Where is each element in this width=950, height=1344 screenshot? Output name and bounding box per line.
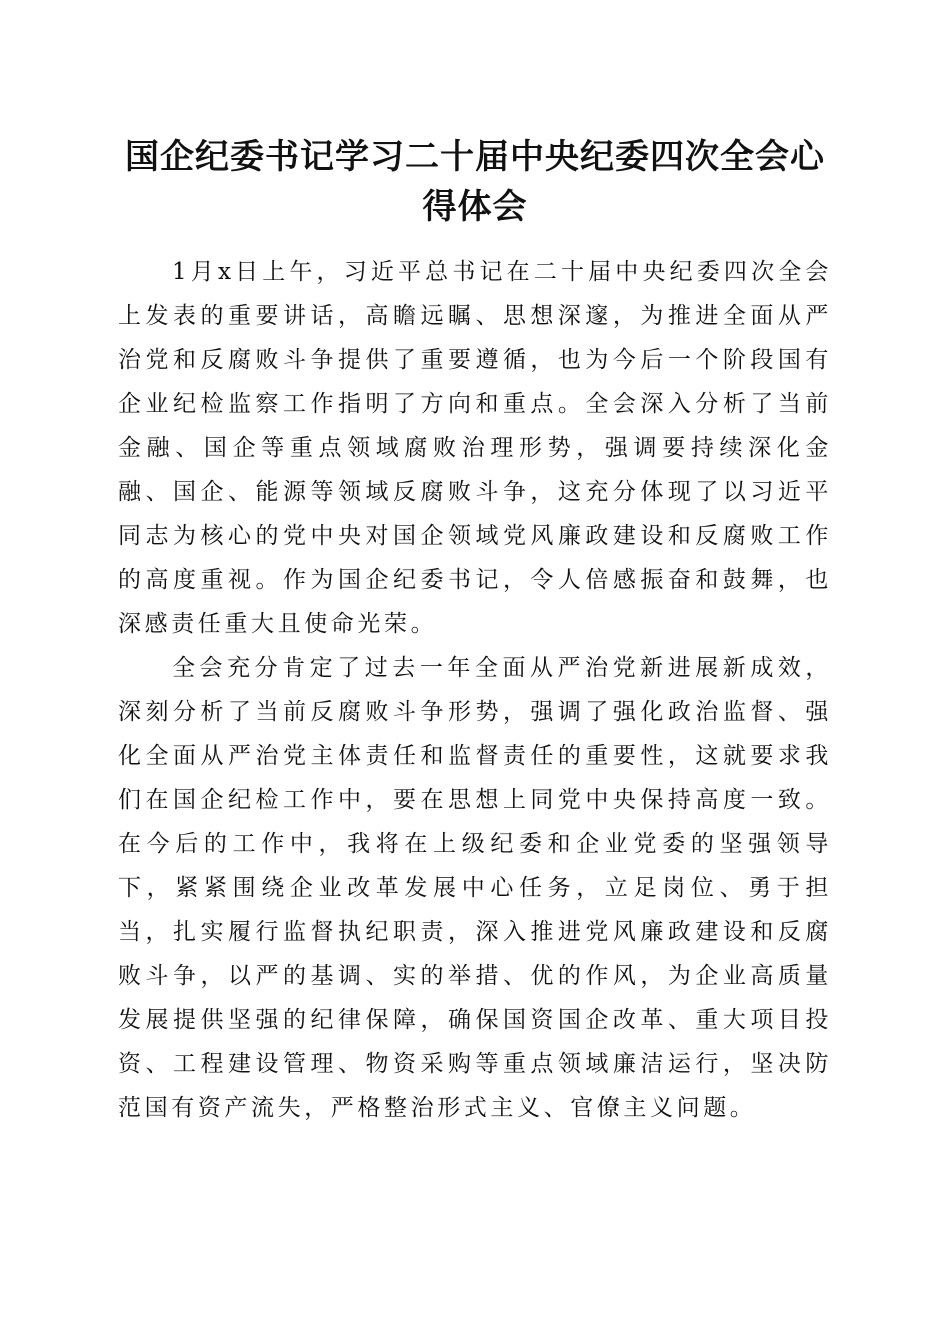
document-body	[118, 250, 832, 1130]
paragraph-2: 全会充分肯定了过去一年全面从严治党新进展新成效，深刻分析了当前反腐败斗争形势，强调了强化政治监督、强化全面从严治党主体责任和监督责任的重要性，这就要求我们在国企纪检工作中，要在思想上同党中央保持高度一致。在今后的工作中，我将在上级纪委和企业党委的坚强领导下，紧紧围绕企业改革发展中心任务，立足岗位、勇于担当，扎实履行监督执纪职责，深入推进党风廉政建设和反腐败斗争，以严的基调、实的举措、优的作风，为企业高质量发展提供坚强的纪律保障，确保国资国企改革、重大项目投资、工程建设管理、物资采购等重点领域廉洁运行，坚决防范国有资产流失，严格整治形式主义、官僚主义问题。	[118, 655, 832, 1121]
paragraph-1: 1月x日上午，习近平总书记在二十届中央纪委四次全会上发表的重要讲话，高瞻远瞩、思想深邃，为推进全面从严治党和反腐败斗争提供了重要遵循，也为今后一个阶段国有企业纪检监察工作指明了方向和重点。全会深入分析了当前金融、国企等重点领域腐败治理形势，强调要持续深化金融、国企、能源等领域反腐败斗争，这充分体现了以习近平同志为核心的党中央对国企领域党风廉政建设和反腐败工作的高度重视。作为国企纪委书记，令人倍感振奋和鼓舞，也深感责任重大且使命光荣。	[118, 259, 832, 637]
document-title: 国企纪委书记学习二十届中央纪委四次全会心得体会	[125, 137, 825, 227]
